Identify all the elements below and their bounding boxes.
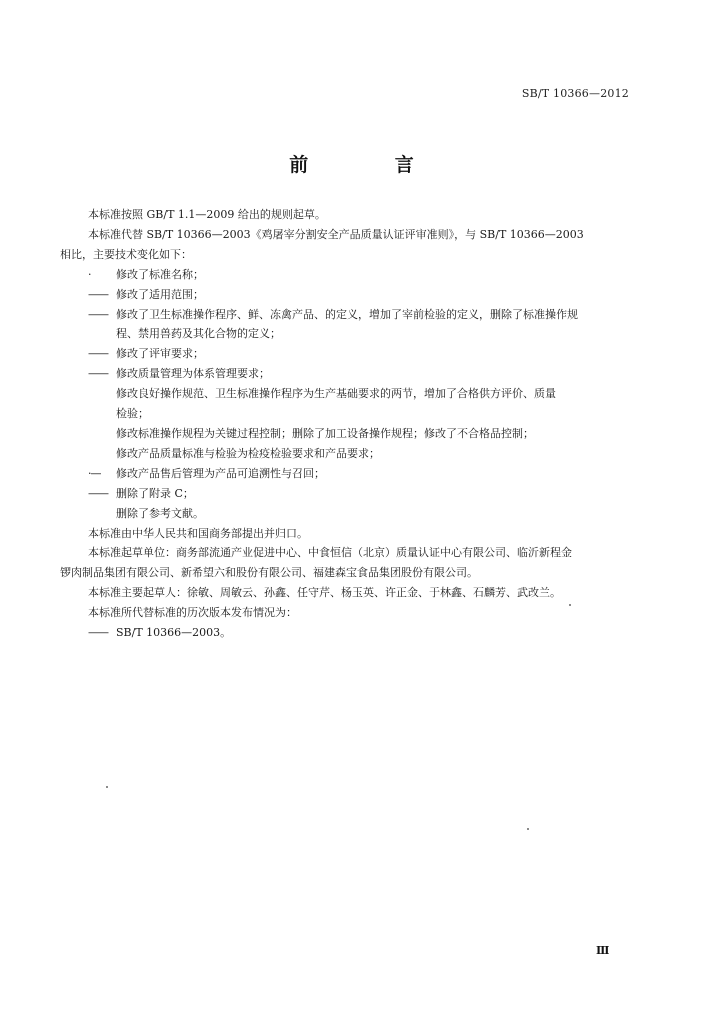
preface-body [60, 205, 640, 643]
history-item [60, 623, 640, 643]
change-item-text: 修改了卫生标准操作程序、鲜、冻禽产品、的定义，增加了宰前检验的定义，删除了标准操作规 [116, 307, 578, 321]
item-dash: —— [88, 626, 108, 640]
sub-change-item: 删除了参考文献。 [116, 506, 204, 520]
page-title: 前 言 [289, 154, 454, 176]
history-item-text: SB/T 10366—2003。 [116, 626, 232, 640]
item-dash: —— [88, 347, 108, 361]
paragraph-drafting-units-line1: 本标准起草单位：商务部流通产业促进中心、中食恒信（北京）质量认证中心有限公司、临沂新程金 [88, 546, 572, 560]
change-item-continuation: 程、禁用兽药及其化合物的定义； [116, 327, 281, 341]
change-item [60, 285, 640, 305]
item-dash: —— [88, 367, 108, 381]
item-dash: —— [88, 287, 108, 301]
sub-change-item: 修改良好操作规范、卫生标准操作程序为生产基础要求的两节，增加了合格供方评价、质量 [116, 387, 556, 401]
scan-speck [527, 828, 529, 830]
sub-change-item: 修改产品质量标准与检验为检疫检验要求和产品要求； [116, 446, 380, 460]
change-item [60, 464, 640, 484]
sub-change-item: 修改标准操作规程为关键过程控制；删除了加工设备操作规程；修改了不合格品控制； [116, 426, 534, 440]
change-item-text: 修改了评审要求； [116, 347, 204, 361]
change-item [60, 305, 640, 325]
change-item-text: 删除了附录 C； [116, 486, 194, 500]
item-dash: · [88, 267, 91, 281]
sub-change-item-continuation: 检验； [116, 407, 149, 421]
paragraph-replaces-line1: 本标准代替 SB/T 10366—2003《鸡屠宰分割安全产品质量认证评审准则》，与 SB/T 10366—2003 [88, 227, 584, 241]
standard-code: SB/T 10366—2012 [521, 87, 629, 100]
paragraph-history: 本标准所代替标准的历次版本发布情况为： [88, 606, 297, 620]
change-item-text: 修改产品售后管理为产品可追溯性与召回； [116, 466, 325, 480]
paragraph-drafting-rules: 本标准按照 GB/T 1.1—2009 给出的规则起草。 [88, 208, 326, 221]
item-dash: —— [88, 307, 108, 321]
paragraph-proposed-by: 本标准由中华人民共和国商务部提出并归口。 [88, 526, 308, 540]
change-item [60, 265, 640, 285]
change-item-text: 修改了适用范围； [116, 287, 204, 301]
item-dash: ·— [88, 466, 101, 480]
change-item [60, 364, 640, 384]
page-number: Ⅲ [596, 944, 610, 957]
change-item [60, 484, 640, 504]
item-dash: —— [88, 486, 108, 500]
scan-speck [106, 786, 108, 788]
paragraph-replaces-line2: 相比，主要技术变化如下： [60, 247, 192, 261]
paragraph-drafters: 本标准主要起草人：徐敏、周敏云、孙鑫、任守芹、杨玉英、许正金、于林鑫、石麟芳、武改兰。 [88, 586, 561, 600]
change-item [60, 344, 640, 364]
scan-speck [569, 604, 571, 606]
change-item-text: 修改了标准名称； [116, 267, 204, 281]
change-item-text: 修改质量管理为体系管理要求； [116, 367, 270, 381]
paragraph-drafting-units-line2: 锣肉制品集团有限公司、新希望六和股份有限公司、福建森宝食品集团股份有限公司。 [60, 566, 478, 580]
